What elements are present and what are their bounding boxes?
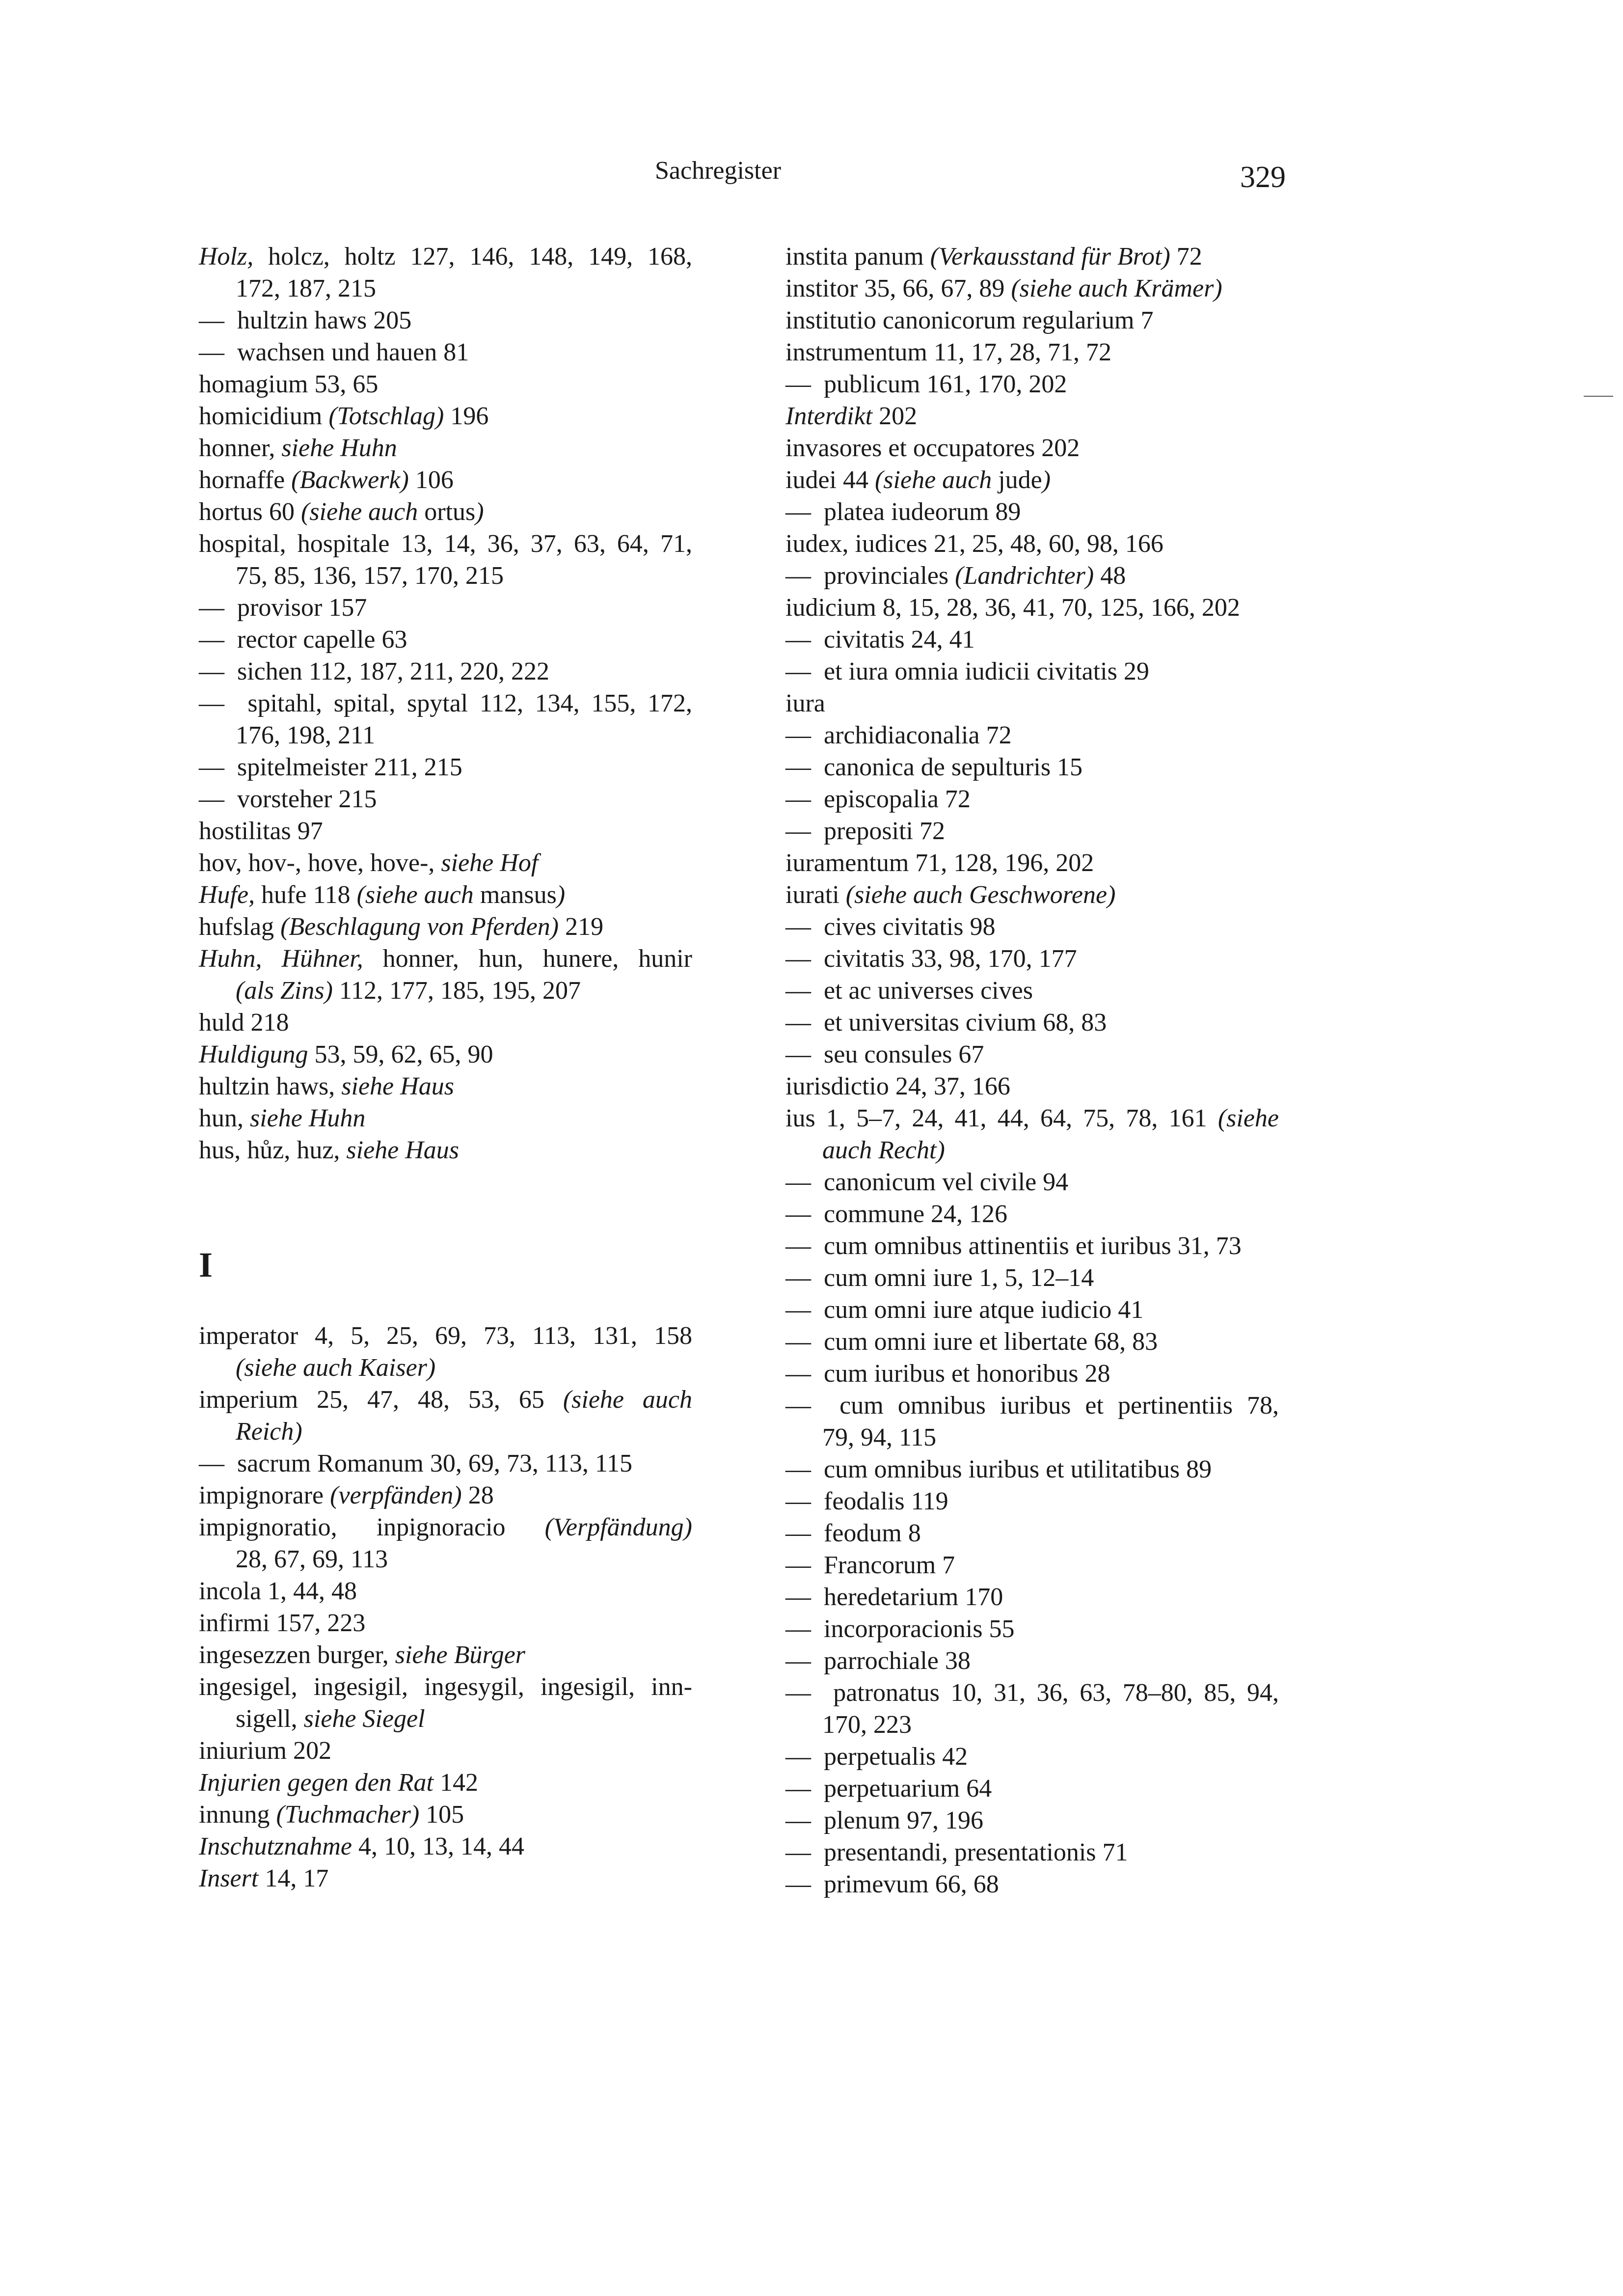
index-entry [785, 783, 1279, 815]
margin-mark [1584, 396, 1613, 397]
index-entry [199, 1416, 692, 1448]
entry-text: 75, 85, 136, 157, 170, 215 [236, 562, 504, 590]
entry-text: 172, 187, 215 [236, 274, 376, 302]
entry-text: hornaffe [199, 466, 292, 494]
entry-text: publicum 161, 170, 202 [824, 370, 1067, 398]
index-entry [785, 975, 1279, 1007]
index-entry [785, 1773, 1279, 1804]
italic-text: siehe Huhn [281, 434, 397, 462]
index-entry [785, 1166, 1279, 1198]
entry-text: hufslag [199, 913, 281, 941]
italic-text: auch Recht) [822, 1136, 945, 1164]
entry-text: instrumentum 11, 17, 28, 71, 72 [785, 338, 1111, 366]
entry-text: imperator 4, 5, 25, 69, 73, 113, 131, 158 [199, 1322, 692, 1350]
index-entry [199, 560, 692, 592]
entry-text: spitahl, spital, spytal 112, 134, 155, 172, [247, 689, 692, 717]
entry-text: holcz, holtz 127, 146, 148, 149, 168, [253, 243, 692, 271]
entry-text: ortus [418, 498, 476, 526]
index-entry [199, 719, 692, 751]
entry-text: institor 35, 66, 67, 89 [785, 274, 1011, 302]
index-entry [785, 304, 1279, 336]
italic-text: siehe Bürger [395, 1641, 526, 1669]
index-entry [785, 1007, 1279, 1039]
entry-text: primevum 66, 68 [824, 1870, 999, 1898]
index-entry [785, 1358, 1279, 1390]
italic-text: ) [475, 498, 484, 526]
index-entry [785, 400, 1279, 432]
entry-text: honner, hun, hunere, hunir [363, 945, 692, 973]
index-entry [785, 1677, 1279, 1709]
entry-text: hun, [199, 1104, 250, 1132]
entry-text: impignorare [199, 1481, 330, 1509]
entry-text: hufe 118 [255, 881, 357, 909]
index-entry [785, 687, 1279, 719]
index-entry [199, 464, 692, 496]
index-entry [785, 911, 1279, 943]
entry-text: invasores et occupatores 202 [785, 434, 1080, 462]
entry-text: parrochiale 38 [824, 1647, 971, 1675]
index-entry [785, 1549, 1279, 1581]
entry-text: 14, 17 [258, 1864, 329, 1892]
entry-text: provisor 157 [237, 594, 367, 622]
italic-text: siehe Hof [441, 849, 539, 877]
entry-text: vorsteher 215 [237, 785, 377, 813]
italic-text: Injurien gegen den Rat [199, 1769, 433, 1797]
entry-text: honner, [199, 434, 282, 462]
index-entry [199, 1102, 692, 1134]
entry-text: iurati [785, 881, 846, 909]
index-entry [199, 1607, 692, 1639]
entry-text: cum omni iure et libertate 68, 83 [824, 1328, 1158, 1356]
entry-text: archidiaconalia 72 [824, 721, 1012, 749]
entry-text: seu consules 67 [824, 1040, 984, 1068]
entry-text: 219 [559, 913, 604, 941]
left-column-h-entries [199, 241, 692, 1166]
entry-text: instita panum [785, 243, 930, 271]
entry-text: commune 24, 126 [824, 1200, 1008, 1228]
index-entry [785, 1070, 1279, 1102]
entry-text: iudex, iudices 21, 25, 48, 60, 98, 166 [785, 530, 1163, 558]
entry-text: patronatus 10, 31, 36, 63, 78–80, 85, 94, [833, 1679, 1279, 1707]
index-entry [199, 1575, 692, 1607]
left-column-i-entries [199, 1320, 692, 1894]
index-entry [785, 241, 1279, 273]
section-letter: I [199, 1245, 213, 1285]
index-entry [785, 879, 1279, 911]
index-entry [199, 1735, 692, 1767]
index-entry [785, 1262, 1279, 1294]
index-entry [785, 943, 1279, 975]
index-entry [785, 1804, 1279, 1836]
index-entry [199, 1479, 692, 1511]
entry-text: heredetarium 170 [824, 1583, 1003, 1611]
entry-text: episcopalia 72 [824, 785, 971, 813]
italic-text: (Totschlag) [328, 402, 444, 430]
index-entry [199, 847, 692, 879]
index-entry [199, 1831, 692, 1862]
index-entry [199, 879, 692, 911]
entry-text: iurisdictio 24, 37, 166 [785, 1072, 1010, 1100]
entry-text: presentandi, presentationis 71 [824, 1838, 1128, 1866]
entry-text: iniurium 202 [199, 1737, 332, 1765]
index-entry [785, 1836, 1279, 1868]
index-entry [199, 1320, 692, 1352]
entry-text: impignoratio, inpignoracio [199, 1513, 545, 1541]
entry-text: 106 [408, 466, 454, 494]
entry-text: incola 1, 44, 48 [199, 1577, 357, 1605]
page-number: 329 [1240, 161, 1286, 194]
index-entry [199, 528, 692, 560]
italic-text: (verpfänden) [330, 1481, 462, 1509]
index-entry [785, 336, 1279, 368]
entry-text: ingesezzen burger, [199, 1641, 395, 1669]
index-entry [785, 624, 1279, 656]
entry-text: hultzin haws, [199, 1072, 342, 1100]
index-entry [199, 943, 692, 975]
index-entry [199, 751, 692, 783]
index-entry [785, 1709, 1279, 1741]
italic-text: (siehe auch [874, 466, 992, 494]
index-entry [785, 592, 1279, 624]
entry-text: cum omnibus iuribus et utilitatibus 89 [824, 1455, 1212, 1483]
entry-text: iudicium 8, 15, 28, 36, 41, 70, 125, 166, 202 [785, 594, 1240, 622]
index-entry [199, 1862, 692, 1894]
entry-text: cives civitatis 98 [824, 913, 996, 941]
italic-text: (siehe auch [356, 881, 474, 909]
index-entry [199, 624, 692, 656]
index-entry [785, 815, 1279, 847]
italic-text: Inschutznahme [199, 1832, 352, 1860]
entry-text: prepositi 72 [824, 817, 945, 845]
italic-text: (Verpfändung) [544, 1513, 692, 1541]
index-entry [785, 560, 1279, 592]
index-entry [199, 815, 692, 847]
index-entry [199, 911, 692, 943]
entry-text: feodalis 119 [824, 1487, 948, 1515]
entry-text: rector capelle 63 [237, 626, 407, 654]
entry-text: jude [992, 466, 1042, 494]
italic-text: siehe Huhn [250, 1104, 366, 1132]
italic-text: (siehe auch [301, 498, 418, 526]
index-entry [785, 1645, 1279, 1677]
index-entry [199, 1039, 692, 1070]
entry-text: cum omni iure atque iudicio 41 [824, 1296, 1144, 1324]
index-entry [785, 1102, 1279, 1134]
entry-text: 202 [872, 402, 918, 430]
entry-text: hov, hov-, hove, hove-, [199, 849, 441, 877]
index-entry [785, 1613, 1279, 1645]
index-entry [785, 496, 1279, 528]
entry-text: cum iuribus et honoribus 28 [824, 1360, 1110, 1388]
index-entry [785, 1741, 1279, 1773]
index-entry [199, 400, 692, 432]
index-entry [199, 304, 692, 336]
entry-text: 53, 59, 62, 65, 90 [308, 1040, 493, 1068]
entry-text: perpetualis 42 [824, 1743, 968, 1771]
index-entry [199, 783, 692, 815]
entry-text: spitelmeister 211, 215 [237, 753, 462, 781]
index-entry [785, 719, 1279, 751]
index-entry [199, 1007, 692, 1039]
entry-text: infirmi 157, 223 [199, 1609, 366, 1637]
entry-text: provinciales [824, 562, 955, 590]
index-entry [199, 1639, 692, 1671]
index-entry [785, 1230, 1279, 1262]
entry-text: 72 [1170, 243, 1202, 271]
entry-text: perpetuarium 64 [824, 1775, 992, 1803]
entry-text: 196 [444, 402, 489, 430]
index-entry [199, 1352, 692, 1384]
index-entry [785, 1134, 1279, 1166]
index-entry [785, 528, 1279, 560]
entry-text: sacrum Romanum 30, 69, 73, 113, 115 [237, 1449, 632, 1477]
italic-text: (siehe auch [563, 1386, 692, 1414]
index-entry [199, 1671, 692, 1703]
entry-text: platea iudeorum 89 [824, 498, 1021, 526]
italic-text: (siehe [1217, 1104, 1279, 1132]
italic-text: (siehe auch Kaiser) [236, 1354, 436, 1382]
italic-text: Interdikt [785, 402, 873, 430]
index-entry [785, 1581, 1279, 1613]
entry-text: incorporacionis 55 [824, 1615, 1015, 1643]
index-entry [199, 592, 692, 624]
entry-text: mansus [473, 881, 557, 909]
entry-text: wachsen und hauen 81 [237, 338, 469, 366]
italic-text: (als Zins) [236, 977, 333, 1005]
italic-text: Reich) [236, 1418, 302, 1446]
italic-text: (Verkausstand für Brot) [930, 243, 1170, 271]
italic-text: (Backwerk) [291, 466, 409, 494]
entry-text: cum omnibus iuribus et pertinentiis 78, [839, 1392, 1279, 1420]
entry-text: 48 [1094, 562, 1126, 590]
italic-text: (siehe auch Geschworene) [845, 881, 1116, 909]
entry-text: hus, hůz, huz, [199, 1136, 347, 1164]
index-entry [199, 1448, 692, 1479]
italic-text: (Tuchmacher) [276, 1801, 420, 1829]
entry-text: cum omni iure 1, 5, 12–14 [824, 1264, 1094, 1292]
italic-text: (Beschlagung von Pferden) [280, 913, 559, 941]
index-entry [199, 1799, 692, 1831]
entry-text: innung [199, 1801, 276, 1829]
entry-text: 170, 223 [822, 1711, 912, 1739]
index-entry [199, 687, 692, 719]
entry-text: et iura omnia iudicii civitatis 29 [824, 657, 1149, 685]
index-entry [785, 464, 1279, 496]
index-entry [785, 368, 1279, 400]
italic-text: siehe Haus [341, 1072, 454, 1100]
entry-text: hortus 60 [199, 498, 301, 526]
index-entry [199, 1703, 692, 1735]
italic-text: Huhn, Hühner, [199, 945, 363, 973]
italic-text: (siehe auch Krämer) [1011, 274, 1222, 302]
index-entry [785, 751, 1279, 783]
index-entry [199, 336, 692, 368]
index-entry [785, 1039, 1279, 1070]
entry-text: sichen 112, 187, 211, 220, 222 [237, 657, 549, 685]
entry-text: institutio canonicorum regularium 7 [785, 306, 1154, 334]
index-entry [199, 1384, 692, 1416]
entry-text: feodum 8 [824, 1519, 921, 1547]
index-entry [199, 241, 692, 273]
entry-text: et universitas civium 68, 83 [824, 1009, 1107, 1037]
entry-text: Francorum 7 [824, 1551, 955, 1579]
entry-text: canonica de sepulturis 15 [824, 753, 1083, 781]
entry-text: sigell, [236, 1705, 304, 1733]
entry-text: imperium 25, 47, 48, 53, 65 [199, 1386, 563, 1414]
index-entry [199, 1767, 692, 1799]
entry-text: 28 [461, 1481, 494, 1509]
entry-text: 112, 177, 185, 195, 207 [332, 977, 581, 1005]
index-entry [199, 656, 692, 687]
index-entry [785, 1326, 1279, 1358]
entry-text: ingesigel, ingesigil, ingesygil, ingesigil, inn- [199, 1673, 692, 1701]
index-entry [785, 1198, 1279, 1230]
index-entry [199, 368, 692, 400]
index-entry [785, 847, 1279, 879]
index-entry [785, 1294, 1279, 1326]
index-entry [785, 1868, 1279, 1900]
entry-text: ius 1, 5–7, 24, 41, 44, 64, 75, 78, 161 [785, 1104, 1218, 1132]
entry-text: et ac universes cives [824, 977, 1033, 1005]
index-entry [199, 975, 692, 1007]
italic-text: Insert [199, 1864, 259, 1892]
entry-text: iuramentum 71, 128, 196, 202 [785, 849, 1094, 877]
index-entry [199, 496, 692, 528]
index-entry [785, 656, 1279, 687]
index-entry [199, 1070, 692, 1102]
index-entry [785, 273, 1279, 304]
index-entry [199, 1543, 692, 1575]
entry-text: hostilitas 97 [199, 817, 323, 845]
index-entry [785, 432, 1279, 464]
entry-text: 28, 67, 69, 113 [236, 1545, 388, 1573]
entry-text: hospital, hospitale 13, 14, 36, 37, 63, 64, 71, [199, 530, 692, 558]
italic-text: (Landrichter) [955, 562, 1094, 590]
index-entry [785, 1453, 1279, 1485]
entry-text: homagium 53, 65 [199, 370, 379, 398]
italic-text: siehe Haus [346, 1136, 460, 1164]
entry-text: huld 218 [199, 1009, 289, 1037]
index-entry [199, 432, 692, 464]
index-entry [785, 1517, 1279, 1549]
entry-text: canonicum vel civile 94 [824, 1168, 1069, 1196]
entry-text: 176, 198, 211 [236, 721, 376, 749]
italic-text: Hufe, [199, 881, 255, 909]
entry-text: plenum 97, 196 [824, 1806, 983, 1834]
entry-text: 79, 94, 115 [822, 1423, 937, 1451]
entry-text: 4, 10, 13, 14, 44 [352, 1832, 524, 1860]
entry-text: iudei 44 [785, 466, 875, 494]
italic-text: Holz, [199, 243, 254, 271]
entry-text: civitatis 24, 41 [824, 626, 975, 654]
index-entry [199, 273, 692, 304]
index-entry [785, 1421, 1279, 1453]
entry-text: iura [785, 689, 825, 717]
index-entry [785, 1485, 1279, 1517]
running-title: Sachregister [655, 157, 782, 185]
italic-text: ) [1042, 466, 1051, 494]
index-entry [199, 1134, 692, 1166]
entry-text: homicidium [199, 402, 329, 430]
entry-text: cum omnibus attinentiis et iuribus 31, 73 [824, 1232, 1242, 1260]
entry-text: 142 [433, 1769, 478, 1797]
entry-text: hultzin haws 205 [237, 306, 412, 334]
italic-text: siehe Siegel [303, 1705, 425, 1733]
entry-text: 105 [419, 1801, 464, 1829]
right-column-i-entries [785, 241, 1279, 1900]
italic-text: Huldigung [199, 1040, 308, 1068]
index-entry [785, 1390, 1279, 1421]
entry-text: civitatis 33, 98, 170, 177 [824, 945, 1077, 973]
index-entry [199, 1511, 692, 1543]
italic-text: ) [556, 881, 566, 909]
